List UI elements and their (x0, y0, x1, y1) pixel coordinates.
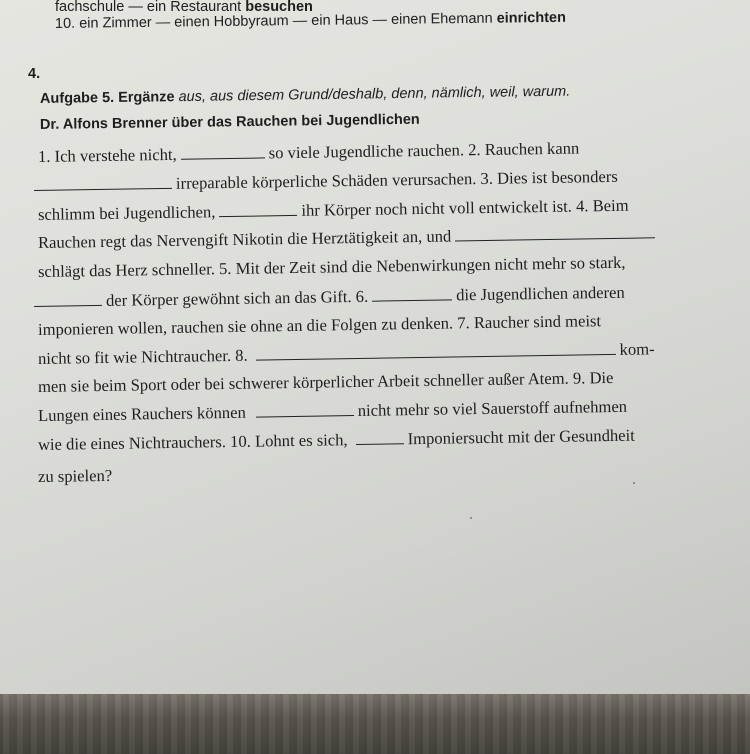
sentence-3-end: ihr Körper noch nicht voll entwickelt ist. 4. Beim (301, 195, 629, 220)
sentence-3-start: schlimm bei Jugendlichen, (37, 202, 216, 224)
sentence-6-end: die Jugendlichen anderen (455, 282, 625, 305)
gap-6[interactable] (372, 298, 452, 301)
gap-3[interactable] (219, 214, 297, 217)
sentence-1-end: so viele Jugendliche rauchen. 2. Rauchen kann (268, 138, 580, 163)
task-label: Aufgabe 5. Ergänze (39, 89, 175, 107)
top-line-2-text: 10. ein Zimmer — einen Hobbyraum — ein Haus — einen Ehemann (54, 10, 493, 32)
gap-2[interactable] (34, 187, 172, 191)
table-surface (0, 694, 750, 754)
sentence-10-start: Lungen eines Rauchers können (37, 402, 246, 425)
paper-speck (470, 517, 472, 519)
gap-10[interactable] (356, 442, 404, 445)
text-title: Dr. Alfons Brenner über das Rauchen bei Jugendlichen (39, 111, 420, 133)
gap-1[interactable] (181, 156, 265, 159)
task-words: aus, aus diesem Grund/deshalb, denn, nämlich, weil, warum. (178, 83, 571, 106)
gap-9[interactable] (256, 414, 354, 418)
sentence-10-end: nicht mehr so viel Sauerstoff aufnehmen (357, 396, 628, 420)
sentence-8-start: nicht so fit wie Nichtraucher. 8. (37, 345, 248, 368)
top-line-1-bold: besuchen (245, 0, 313, 15)
top-line-1-text: fachschule — ein Restaurant (55, 0, 242, 15)
sentence-11-end: Imponiersucht mit der Gesundheit (407, 425, 635, 449)
task-number: 4. (28, 66, 41, 82)
sentence-5: schlägt das Herz schneller. 5. Mit der Zeit sind die Nebenwirkungen nicht mehr so stark, (37, 252, 626, 281)
top-line-2-bold: einrichten (496, 9, 567, 27)
sentence-9: men sie beim Sport oder bei schwerer körperlicher Arbeit schneller außer Atem. 9. Die (37, 367, 614, 396)
sentence-2: irreparable körperliche Schäden verursachen. 3. Dies ist besonders (175, 166, 618, 193)
text-line-12 (38, 466, 112, 487)
gap-5[interactable] (34, 304, 102, 307)
sentence-7: imponieren wollen, rauchen sie ohne an die Folgen zu denken. 7. Raucher sind meist (37, 311, 602, 339)
sentence-11-start: wie die eines Nichtrauchers. 10. Lohnt es sich, (37, 430, 348, 454)
sentence-6-start: der Körper gewöhnt sich an das Gift. 6. (105, 286, 369, 310)
gap-8[interactable] (256, 353, 616, 361)
sentence-8-end: kom- (619, 339, 655, 359)
sentence-4: Rauchen regt das Nervengift Nikotin die Herztätigkeit an, und (37, 226, 452, 252)
paper-speck (633, 482, 635, 484)
sentence-12: zu spielen? (37, 465, 113, 486)
sentence-1-start: 1. Ich verstehe nicht, (37, 144, 177, 166)
gap-4[interactable] (455, 236, 655, 241)
